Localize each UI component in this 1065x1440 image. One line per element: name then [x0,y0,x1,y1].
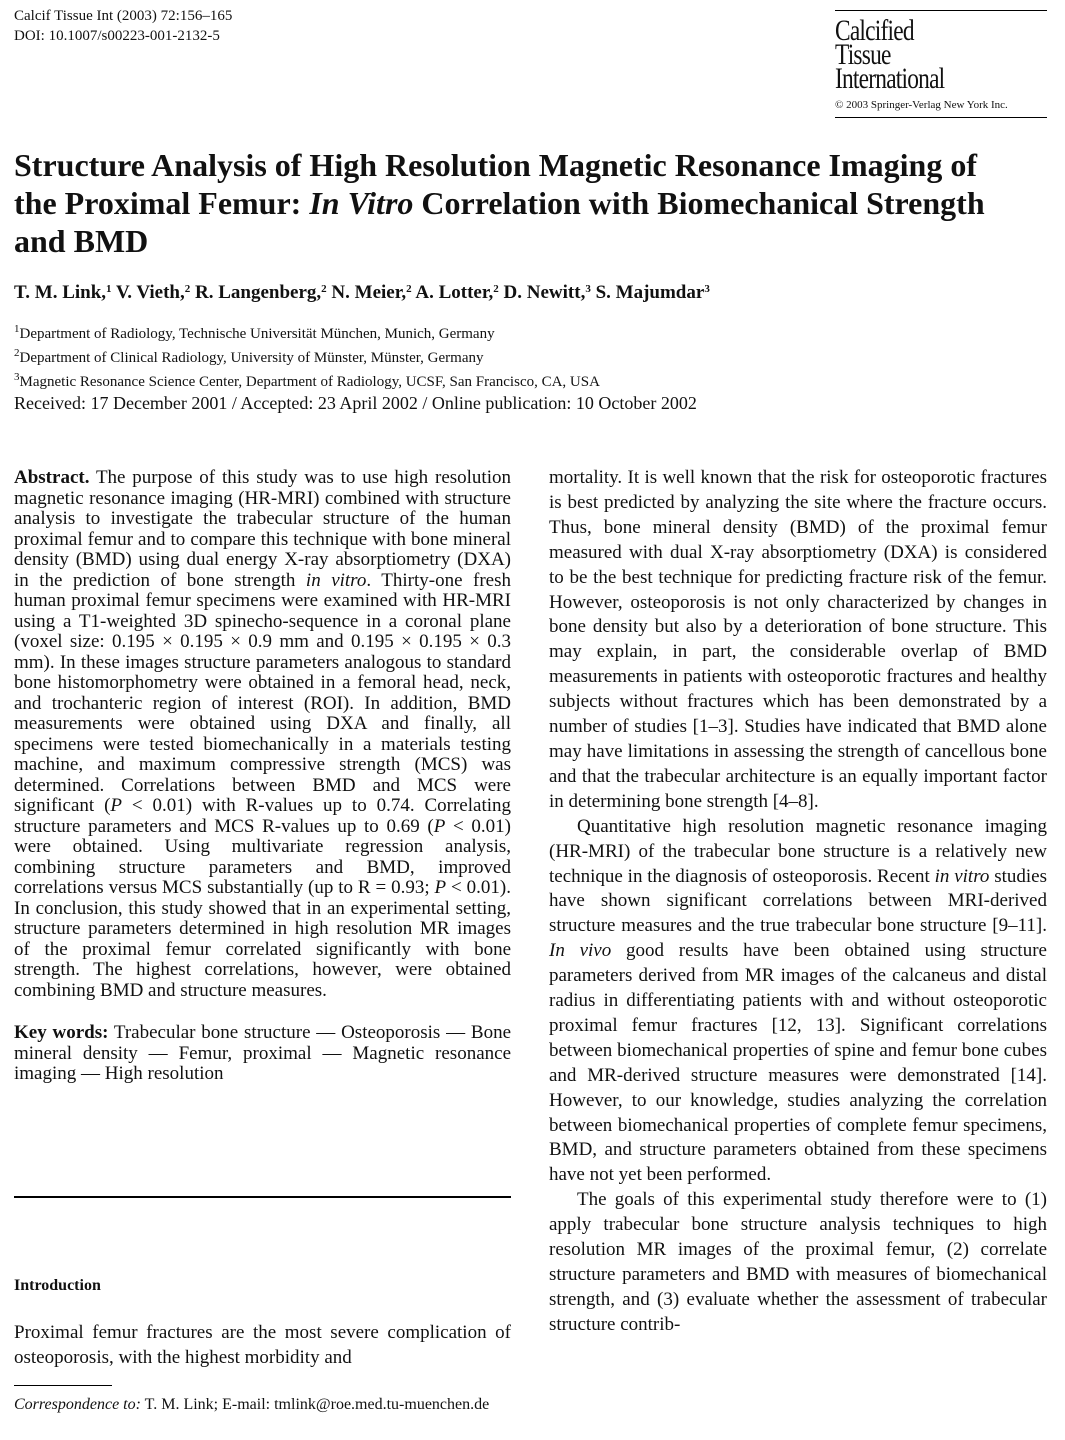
author-affiliation-mark: 3 [704,283,710,295]
abstract-text: . Thirty-one fresh human proximal femur specimens were examined with HR-MRI using a T1-weighted 3D spinecho-sequence in a coronal plane (voxel size: 0.195 × 0.195 × 0.9 mm and 0.195 × 0.195 × 0.3 mm). In these images structure parameters analogous to standard bone histomorphometry were obtained in a femoral head, neck, and trochanteric region of interest (ROI). In addition, BMD measurements were obtained using DXA and finally, all specimens were tested biomechanically in a materials testing machine, and maximum compressive strength (MCS) was determined. Correlations between BMD and MCS were significant ( [14,569,511,816]
paragraph-italic: In vivo [549,940,612,962]
abstract-text: The purpose of this study was to use high resolution magnetic resonance imaging (HR-MRI) combined with structure analysis to investigate the trabecular structure of the human proximal femur and to compare this technique with bone mineral density (BMD) using dual energy X-ray absorptiometry (DXA) in the prediction of bone strength [14,467,511,591]
footnote-text: T. M. Link; E-mail: tmlink@roe.med.tu-muenchen.de [140,1396,490,1413]
author: V. Vieth, [115,282,185,303]
paragraph-text: Quantitative high resolution magnetic resonance imaging (HR-MRI) of the trabecular bone structure is a relatively new technique in the diagnosis of osteoporosis. Recent [549,815,1047,887]
affiliation-2 [14,344,600,368]
abstract-italic: P [110,795,123,816]
affiliation-3 [14,368,600,392]
author: T. M. Link, [14,282,107,303]
abstract [14,468,511,1001]
right-column [549,466,1047,1338]
abstract-text: < 0.01). In conclusion, this study showed that in an experimental setting, structure parameters determined in high resolution MR images of the proximal femur correlated significantly with bone strength. The highest correlations, however, were obtained combining BMD and structure measures. [14,877,511,1001]
author: S. Majumdar [595,282,705,303]
footnote-label: Correspondence to: [14,1396,141,1413]
paragraph-2 [549,815,1047,1189]
title-part-2: Correlation with Biomechanical Strength and BMD [14,185,985,259]
logo-line-1: Calcified [835,14,914,47]
affiliation-text: Department of Clinical Radiology, University of Münster, Münster, Germany [19,350,484,366]
abstract-italic: in vitro [305,569,367,591]
copyright: © 2003 Springer-Verlag New York Inc. [835,99,1008,111]
abstract-text: < 0.01) were obtained. Using multivariate regression analysis, combining structure parameters and BMD, improved correlations versus MCS substantially (up to R = 0.93; [14,815,511,898]
author-affiliation-mark: 2 [493,283,499,295]
logo-line-2: Tissue [835,38,891,71]
keywords-label: Key words: [14,1022,109,1043]
paragraph-1: mortality. It is well known that the risk for osteoporotic fractures is best predicted by analyzing the site where the fracture occurs. Thus, bone mineral density (BMD) of the proximal femur measured with dual X-ray absorptiometry (DXA) is considered to be the best technique for predicting fracture risk of the femur. However, osteoporosis is not only characterized by changes in bone density but also by a deterioration of bone structure. This may explain, in part, the considerable overlap of BMD measurements in patients with osteoporotic fractures and healthy subjects without fractures which has been demonstrated by a number of studies [1–3]. Studies have indicated that BMD alone may have limitations in assessing the strength of cancellous bone and that the trabecular architecture is an equally important factor in determining bone strength [4–8]. [549,467,1047,812]
paragraph-text: good results have been obtained using structure parameters derived from MR images of the calcaneus and distal radius in differentiating patients with and without osteoporotic proximal femur fractures [12, 13]. Significant correlations between biomechanical properties of spine and femur bone cubes and MR-derived structure measures were demonstrated [14]. However, to our knowledge, studies analyzing the correlation between biomechanical properties of complete femur specimens, BMD, and structure parameters obtained from these specimens have not yet been performed. [549,940,1047,1186]
title-italic: In Vitro [309,185,414,221]
paper-title [14,146,1014,260]
author: N. Meier, [331,282,407,303]
affiliation-text: Magnetic Resonance Science Center, Department of Radiology, UCSF, San Francisco, CA, USA [19,374,600,390]
abstract-italic: P [434,877,447,898]
publication-dates: Received: 17 December 2001 / Accepted: 23 April 2002 / Online publication: 10 October 2002 [14,393,697,413]
doi: DOI: 10.1007/s00223-001-2132-5 [14,28,220,44]
left-column [14,468,511,1085]
author: R. Langenberg, [195,282,322,303]
keywords [14,1023,511,1085]
author-affiliation-mark: 2 [184,283,191,295]
correspondence-footnote [14,1394,511,1415]
affiliation-number: 3 [14,371,20,383]
journal-reference [14,6,232,46]
abstract-italic: P [433,815,446,837]
author-list [14,282,710,304]
journal-logo [835,10,1047,118]
introduction-heading: Introduction [14,1277,101,1294]
affiliation-number: 2 [14,347,20,359]
logo-line-3: International [835,62,945,95]
keywords-text: Trabecular bone structure — Osteoporosis — Bone mineral density — Femur, proximal — Magnetic resonance imaging — High resolution [14,1022,511,1084]
author-affiliation-mark: 3 [585,283,591,295]
author-affiliation-mark: 2 [406,283,412,295]
abstract-text: < 0.01) with R-values up to 0.74. Correlating structure parameters and MCS R-values up to 0.69 ( [14,795,512,837]
author-affiliation-mark: 1 [106,283,112,295]
introduction-text: Proximal femur fractures are the most severe complication of osteoporosis, with the highest morbidity and [14,1322,511,1368]
title-part-1: Structure Analysis of High Resolution Magnetic Resonance Imaging of the Proximal Femur: [14,147,977,221]
citation: Calcif Tissue Int (2003) 72:156–165 [14,8,233,24]
affiliation-1 [14,320,600,344]
author: D. Newitt, [503,282,586,303]
affiliation-number: 1 [14,323,20,335]
author: A. Lotter, [415,282,494,303]
paragraph-3: The goals of this experimental study therefore were to (1) apply trabecular bone structure analysis techniques to high resolution MR images of the proximal femur, (2) correlate structure parameters and BMD with measures of biomechanical strength, and (3) evaluate whether the assessment of trabecular structure contrib- [549,1189,1047,1335]
abstract-label: Abstract. [14,467,90,488]
footnote-divider [14,1385,112,1386]
affiliation-text: Department of Radiology, Technische Universität München, Munich, Germany [19,326,495,342]
affiliations [14,320,600,392]
section-divider [14,1196,511,1198]
author-affiliation-mark: 2 [321,283,327,295]
paragraph-italic: in vitro [934,865,990,887]
paragraph-text: studies have shown significant correlations between MRI-derived structure measures and the true trabecular bone structure [9–11]. [549,865,1047,937]
